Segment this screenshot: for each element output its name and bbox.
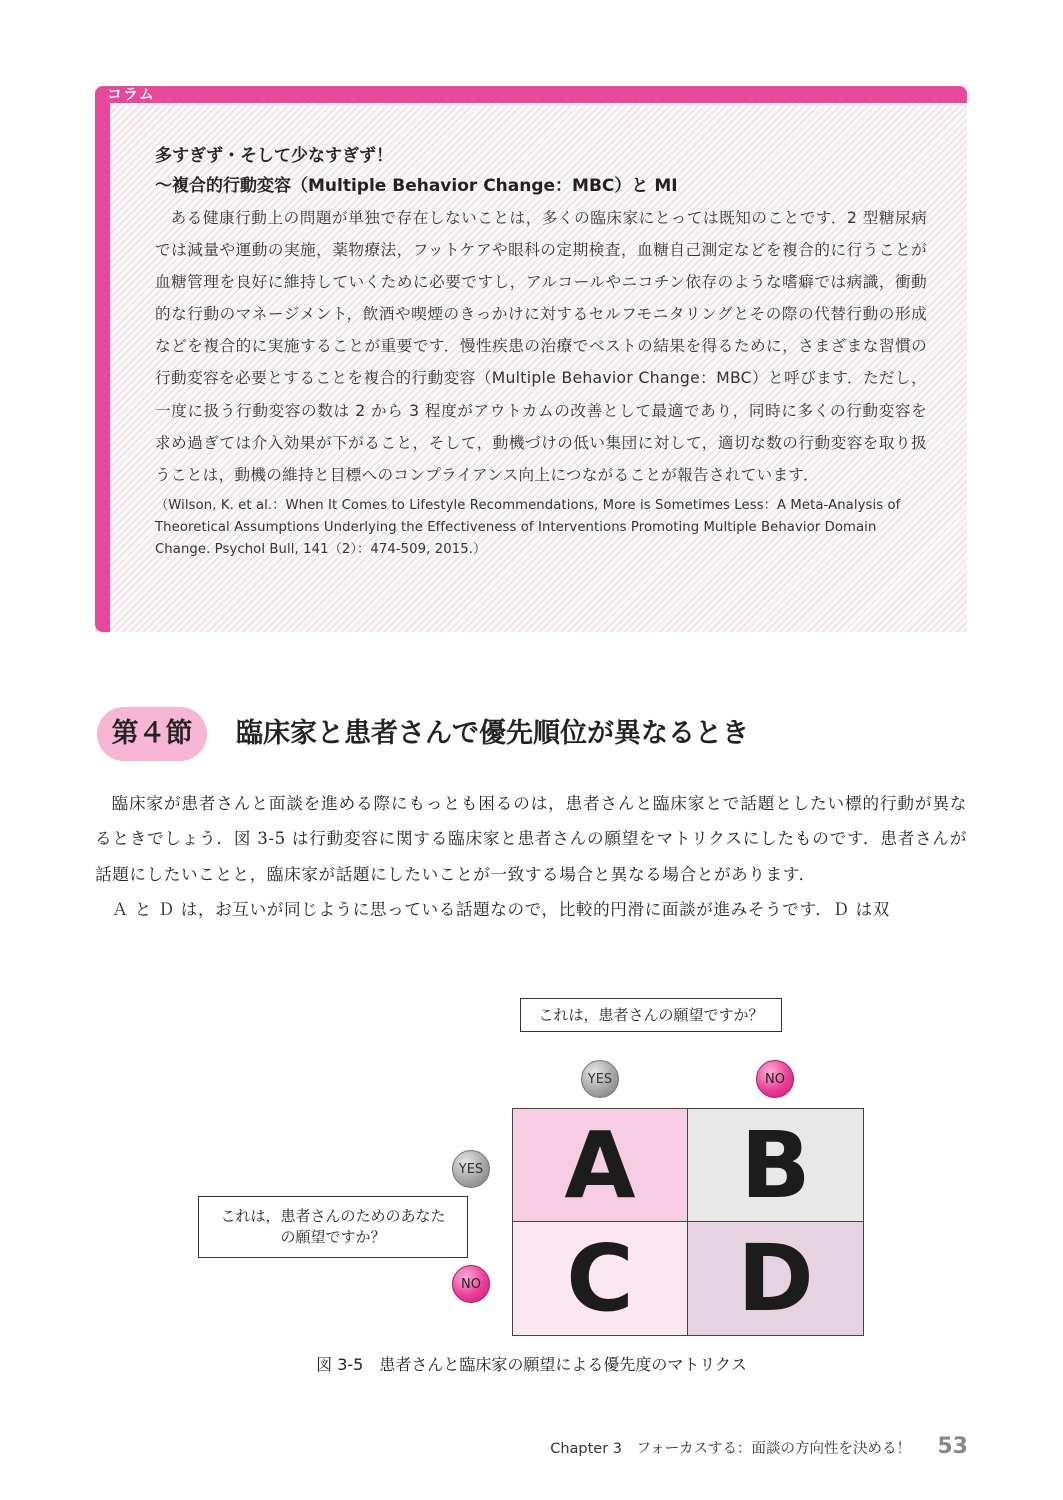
- section-title: 臨床家と患者さんで優先順位が異なるとき: [236, 718, 749, 749]
- matrix-cell-c: C: [513, 1222, 688, 1335]
- page-number: 53: [937, 1434, 968, 1459]
- column-accent-bar-top: [95, 86, 967, 103]
- body-text: [95, 786, 967, 928]
- matrix-cell-b: B: [688, 1109, 863, 1222]
- question-patient-wish: これは，患者さんの願望ですか？: [520, 998, 782, 1032]
- matrix-cell-d: D: [688, 1222, 863, 1335]
- column-accent-bar-left: [95, 86, 110, 632]
- body-paragraph: Ａ と Ｄ は，お互いが同じように思っている話題なので，比較的円滑に面談が進みそうです．Ｄ は双: [111, 900, 890, 920]
- question-clinician-wish-line1: これは，患者さんのためのあなた: [220, 1207, 446, 1225]
- column-subtitle: 〜複合的行動変容（Multiple Behavior Change：MBC）と MI: [155, 176, 678, 196]
- matrix-cell-a: A: [513, 1109, 688, 1222]
- section-number: 第４節: [111, 718, 193, 749]
- column-reference: （Wilson, K. et al.：When It Comes to Lifestyle Recommendations, More is Sometimes Less：A Meta-Analysis of Theoretical Assumptions Underlying the Effectiveness of Interventions Promoting Multiple Behavior Domain Change. Psychol Bull, 141（2）：474-509, 2015.）: [155, 497, 901, 557]
- row-no-badge: NO: [452, 1265, 490, 1303]
- priority-matrix: [512, 1108, 864, 1336]
- question-clinician-wish: [198, 1196, 468, 1258]
- column-title: 多すぎず・そして少なすぎず！: [155, 146, 393, 166]
- question-clinician-wish-line2: の願望ですか？: [280, 1228, 386, 1246]
- column-box: [95, 86, 967, 632]
- body-paragraph: 臨床家が患者さんと面談を進める際にもっとも困るのは，患者さんと臨床家とで話題としたい標的行動が異なるときでしょう．図 3-5 は行動変容に関する臨床家と患者さんの願望をマトリクスにしたものです．患者さんが話題にしたいことと，臨床家が話題にしたいことが一致する場合と異なる場合とがあります．: [95, 794, 967, 884]
- column-body: ある健康行動上の問題が単独で存在しないことは，多くの臨床家にとっては既知のことです．2 型糖尿病では減量や運動の実施，薬物療法，フットケアや眼科の定期検査，血糖自己測定などを複合的に行うことが血糖管理を良好に維持していくために必要ですし，アルコールやニコチン依存のような嗜癖では病識，衝動的な行動のマネージメント，飲酒や喫煙のきっかけに対するセルフモニタリングとその際の代替行動の形成などを複合的に実施することが重要です．慢性疾患の治療でベストの結果を得るために，さまざまな習慣の行動変容を必要とすることを複合的行動変容（Multiple Behavior Change：MBC）と呼びます．ただし，一度に扱う行動変容の数は 2 から 3 程度がアウトカムの改善として最適であり，同時に多くの行動変容を求め過ぎては介入効果が下がること，そして，動機づけの低い集団に対して，適切な数の行動変容を取り扱うことは，動機の維持と目標へのコンプライアンス向上につながることが報告されています．: [155, 209, 927, 484]
- section-number-badge: [97, 707, 207, 761]
- running-footer: Chapter 3 フォーカスする：面談の方向性を決める！: [550, 1441, 911, 1457]
- column-no-badge: NO: [756, 1060, 794, 1098]
- figure-caption: 図 3-5 患者さんと臨床家の願望による優先度のマトリクス: [316, 1355, 747, 1374]
- column-content: [155, 141, 927, 561]
- column-yes-badge: YES: [581, 1060, 619, 1098]
- column-label: コラム: [107, 85, 155, 103]
- row-yes-badge: YES: [452, 1150, 490, 1188]
